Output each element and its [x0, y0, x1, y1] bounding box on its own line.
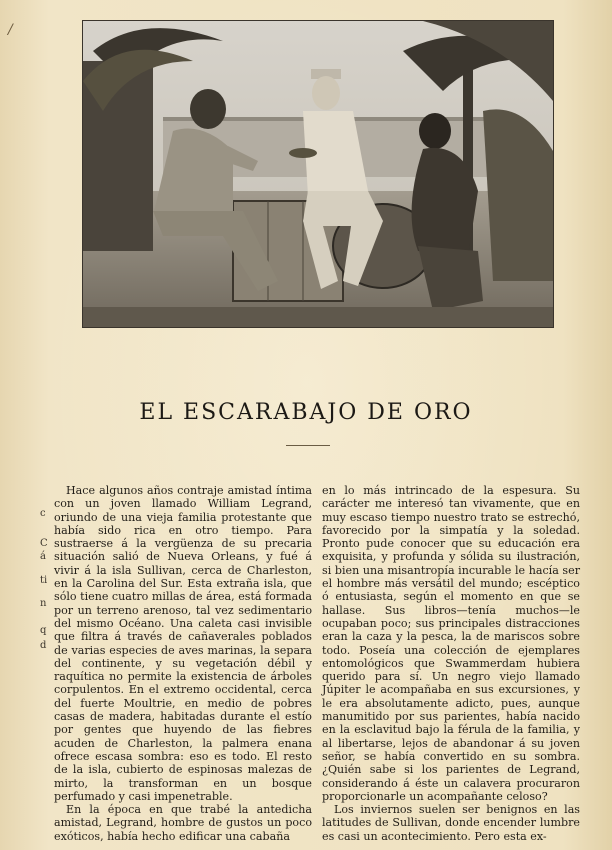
- illustration-svg: [83, 21, 553, 327]
- stray-margin-letter: á: [40, 551, 46, 562]
- stray-margin-letter: d: [40, 640, 47, 651]
- text-column-left: [54, 484, 313, 843]
- title-divider: [286, 445, 330, 446]
- paragraph: Hace algunos años contraje amistad íntima con un joven llamado William Legrand, oriundo de una vieja familia protestante que había sido rica en otro tiempo. Para sustraerse á la vergüenza de su precaria situación salió de Nueva Orleans, y fué á vivir á la isla Sullivan, cerca de Charleston, en la Carolina del Sur. Esta extraña isla, que sólo tiene cuatro millas de área, está formada por un terreno arenoso, tal vez sedimentario del mismo Océano. Una caleta casi invisible que filtra á través de cañaverales poblados de varias especies de aves marinas, la separa del continente, y su vegetación débil y raquítica no permite la existencia de árboles corpulentos. En el extremo occidental, cerca del fuerte Moultrie, en medio de pobres casas de madera, habitadas durante el estío por gentes que huyendo de las fiebres acuden de Charleston, la palmera enana ofrece escasa sombra: eso es todo. El resto de la isla, cubierto de espinosas malezas de mirto, la transforman en un bosque perfumado y casi impenetrable.: [54, 484, 313, 803]
- paragraph: Los inviernos suelen ser benignos en las latitudes de Sullivan, donde encender lumbre es casi un acontecimiento. Pero esta ex-: [322, 803, 580, 843]
- stray-margin-letter: ti: [40, 575, 48, 586]
- engraving-illustration: [82, 20, 554, 328]
- paragraph: En la época en que trabé la antedicha amistad, Legrand, hombre de gustos un poco exóticos, había hecho edificar una cabaña: [54, 803, 312, 843]
- margin-mark: /: [8, 22, 13, 38]
- text-column-right: [322, 484, 580, 843]
- stray-margin-letter: c: [40, 508, 46, 519]
- chapter-title: EL ESCARABAJO DE ORO: [139, 400, 473, 425]
- stray-margin-letter: n: [40, 598, 47, 609]
- stray-margin-letter: C: [40, 538, 48, 549]
- stray-margin-letter: q: [40, 625, 47, 636]
- paragraph: en lo más intrincado de la espesura. Su carácter me interesó tan vivamente, que en muy escaso tiempo nuestro trato se estrechó, favorecido por la simpatía y la soledad. Pronto pude conocer que su educación era exquisita, y profunda y sólida su ilustración, si bien una misantropía incurable le hacía ser el hombre más versátil del mundo; escéptico ó entusiasta, según el momento en que se hallase. Sus libros—tenía muchos—le ocupaban poco; sus principales distracciones eran la caza y la pesca, la de mariscos sobre todo. Poseía una colección de ejemplares entomológicos que Swammerdam hubiera querido para sí. Un negro viejo llamado Júpiter le acompañaba en sus excursiones, y le era absolutamente adicto, pues, aunque manumitido por sus parientes, había nacido en la esclavitud bajo la férula de la familia, y al libertarse, lejos de abandonar á su joven señor, se había convertido en su sombra. ¿Quién sabe si los parientes de Legrand, considerando á éste un calavera procuraron proporcionarle un acompañante celoso?: [322, 484, 580, 803]
